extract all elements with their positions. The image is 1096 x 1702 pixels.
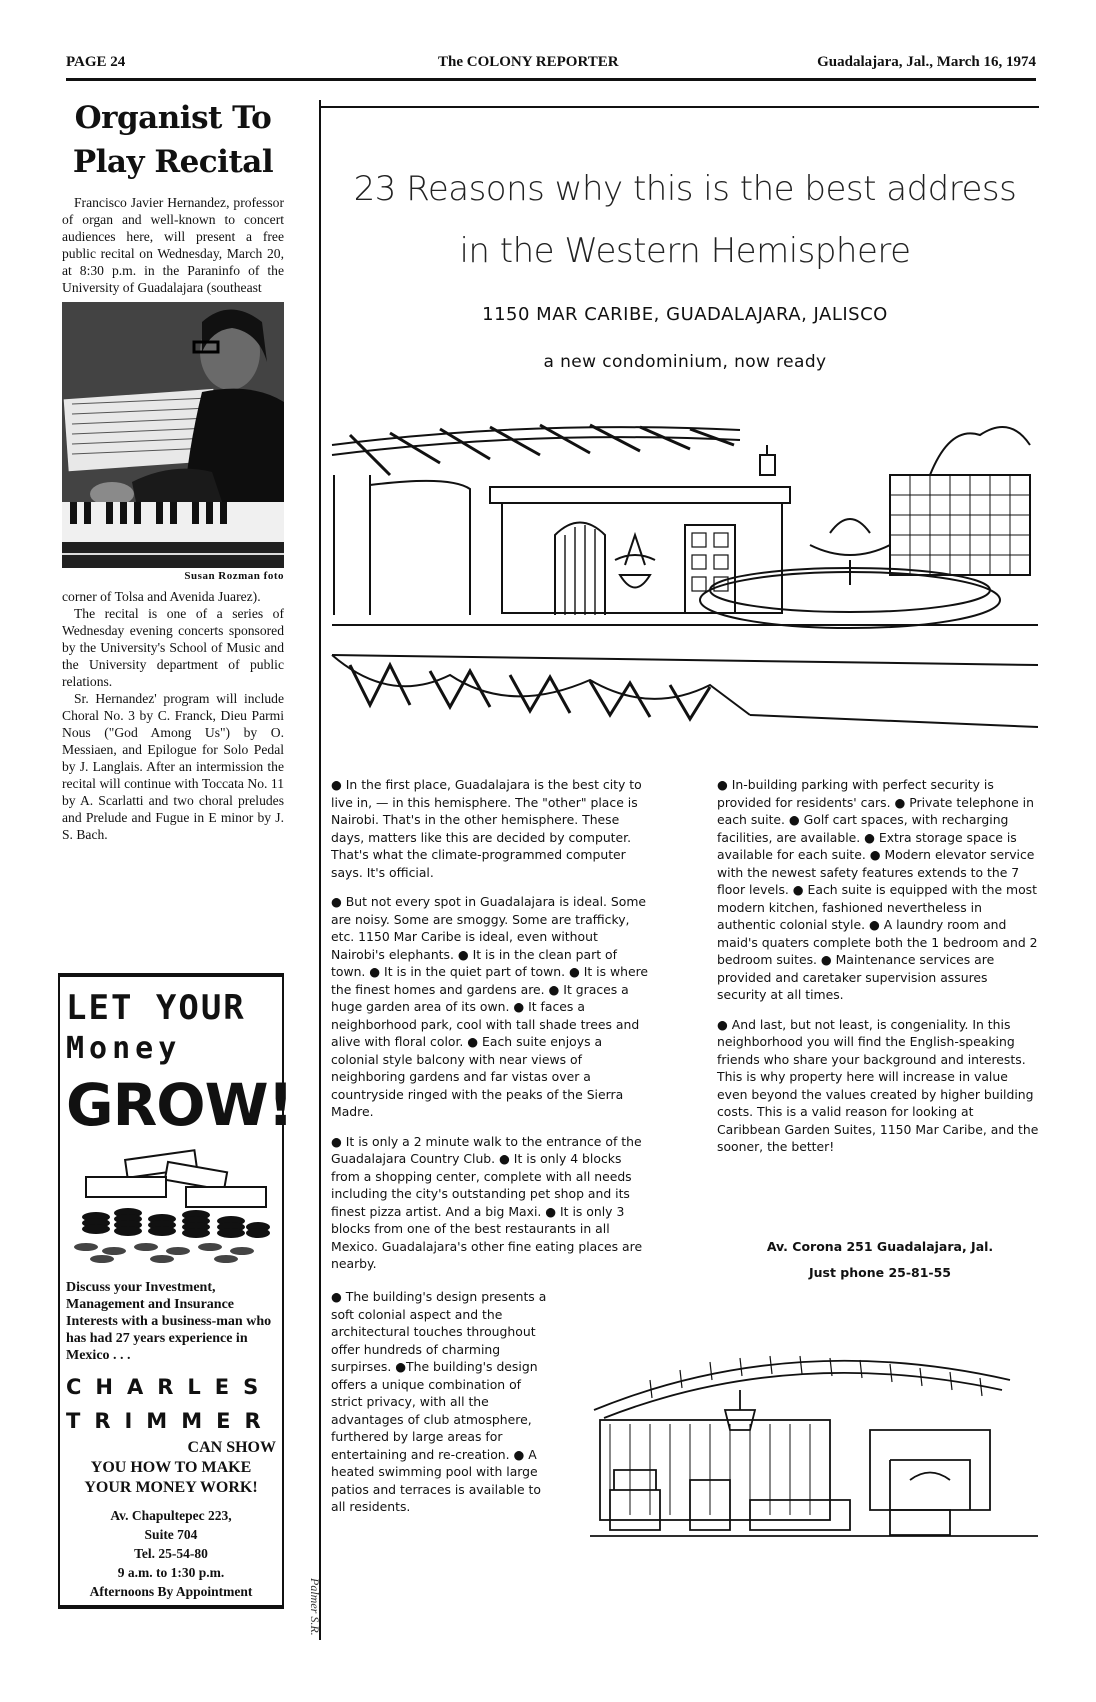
condo-column-middle — [331, 776, 652, 1285]
ad-how-to-make: YOU HOW TO MAKE YOUR MONEY WORK! — [84, 1459, 258, 1496]
ad-can-show: CAN SHOW — [187, 1439, 276, 1456]
article-headline — [62, 96, 284, 184]
ad-suite: Suite 704 — [144, 1527, 198, 1542]
ad-address: Av. Chapultepec 223, — [110, 1508, 232, 1523]
page-number: PAGE 24 — [66, 54, 126, 70]
ad-headline-grow: GROW! — [66, 1071, 293, 1139]
masthead — [66, 52, 1036, 76]
condo-column-narrow — [331, 1288, 555, 1528]
money-grow-ad — [58, 973, 293, 1609]
courtyard-sketch — [330, 415, 1038, 730]
condo-address: 1150 MAR CARIBE, GUADALAJARA, JALISCO — [482, 304, 888, 325]
photo-credit: Susan Rozman foto — [184, 570, 284, 582]
reason-paragraph: ● The building's design presents a soft colonial aspect and the architectural touches throughout offer hundreds of charming surpirses. ●The building's design offers a unique combination of strict privacy, with all the advantages of club atmosphere, furthered by large areas for entertaining and re-creation. ● A heated swimming pool with large patios and terraces is available to all residents. — [331, 1289, 547, 1514]
money-stack-illustration — [66, 1147, 276, 1267]
ad-appointment: Afternoons By Appointment — [89, 1584, 253, 1599]
condo-subtitle: a new condominium, now ready — [543, 352, 827, 372]
condo-contact-address: Av. Corona 251 Guadalajara, Jal. — [766, 1239, 994, 1254]
column-divider — [319, 100, 321, 1640]
reason-paragraph: ● In the first place, Guadalajara is the best city to live in, — in this hemisphere. The "other" place is Nairobi. That's in the other hemisphere. These days, matters like this are decided by computer. That's what the climate-programmed computer says. It's official. — [331, 777, 642, 880]
condo-title-line-1: 23 Reasons why this is the best address — [353, 169, 1017, 209]
article-paragraph: Francisco Javier Hernandez, professor of organ and well-known to concert audiences here, will present a free public recital on Wednesday, March 20, at 8:30 p.m. in the Paraninfo of the University of Guadalajara (southeast — [62, 195, 284, 295]
article-paragraph: corner of Tolsa and Avenida Juarez). — [62, 589, 261, 604]
condo-contact — [740, 1234, 1020, 1286]
ad-top-rule — [321, 106, 1039, 108]
headline-line-2: Play Recital — [72, 144, 274, 180]
ad-name-trimmer: TRIMMER — [66, 1409, 275, 1433]
article-paragraph: Sr. Hernandez' program will include Choral No. 3 by C. Franck, Dieu Parmi Nous ("God Among Us") by O. Messiaen, and Epilogue for Solo Pedal by J. Langlais. After an intermission the recital will continue with Toccata No. 11 by A. Scarlatti and two choral preludes and Prelude and Fugue in E minor by J. S. Bach. — [62, 691, 284, 842]
masthead-rule — [66, 78, 1036, 81]
ad-telephone: Tel. 25-54-80 — [134, 1546, 208, 1561]
reason-paragraph: ● But not every spot in Guadalajara is ideal. Some are noisy. Some are smoggy. Some are trafficky, etc. 1150 Mar Caribe is ideal, even without Nairobi's elephants. ● It is in the clean part of town. ● It is in the quiet part of town. ● It is where the finest homes and gardens are. ● It graces a huge garden area of its own. ● It faces a neighborhood park, cool with tall shade trees and alive with floral color. ● Each suite enjoys a colonial style balcony with near views of neighboring gardens and far vistas over a countryside ringed with the peaks of the Sierra Madre. — [331, 894, 649, 1119]
reason-paragraph: ● In-building parking with perfect security is provided for residents' cars. ● Private telephone in each suite. ● Golf cart spaces, with recharging facilities, are available. ● Extra storage space is available for each suite. ● Modern elevator service with the newest safety features extends to the 7 floor levels. ● Each suite is equipped with the most modern kitchen, fashioned nevertheless in authentic colonial style. ● A laundry room and maid's quaters complete both the 1 bedroom and 2 bedroom suites. ● Maintenance services are provided and caretaker supervision assures security at all times. — [717, 777, 1038, 1002]
ad-discuss-text: Discuss your Investment, Management and Insurance Interests with a business-man who has had 27 years experience in Mexico . . . — [66, 1280, 272, 1363]
ad-headline-let-your: LET YOUR — [66, 988, 246, 1028]
condo-column-right — [717, 776, 1039, 1168]
article-body-bottom — [62, 588, 284, 843]
newspaper-name: The COLONY REPORTER — [438, 54, 619, 70]
organist-article — [62, 96, 284, 843]
ad-name-charles: CHARLES — [66, 1375, 273, 1399]
ad-headline-money: Money — [66, 1031, 182, 1066]
article-body-top — [62, 194, 284, 296]
dateline: Guadalajara, Jal., March 16, 1974 — [817, 54, 1036, 70]
headline-line-1: Organist To — [74, 100, 272, 136]
ad-contact-block — [66, 1506, 276, 1601]
reason-paragraph: ● It is only a 2 minute walk to the entrance of the Guadalajara Country Club. ● It is only 4 blocks from a shopping center, complete with all needs including the city's outstanding pet shop and its finest pizza artist. And a big Maxi. ● It is only 3 blocks from one of the best restaurants in all Mexico. Guadalajara's other fine eating places are nearby. — [331, 1133, 643, 1271]
condo-ad-title — [340, 158, 1030, 282]
living-room-sketch — [590, 1340, 1038, 1540]
ad-hours: 9 a.m. to 1:30 p.m. — [117, 1565, 225, 1580]
organist-photo — [62, 302, 284, 568]
condo-title-line-2: in the Western Hemisphere — [459, 231, 911, 271]
condo-contact-phone: Just phone 25-81-55 — [808, 1265, 952, 1280]
artist-signature: Palmer S.R. — [308, 1578, 322, 1636]
article-paragraph: The recital is one of a series of Wednesday evening concerts sponsored by the University's School of Music and the University department of public relations. — [62, 606, 284, 689]
organist-photo-image — [62, 302, 284, 568]
reason-paragraph: ● And last, but not least, is congeniality. In this neighborhood you will find the English-speaking friends who share your background and interests. This is why property here will increase in value even beyond the values created by higher building costs. This is a valid reason for looking at Caribbean Garden Suites, 1150 Mar Caribe, and the sooner, the better! — [717, 1016, 1039, 1154]
